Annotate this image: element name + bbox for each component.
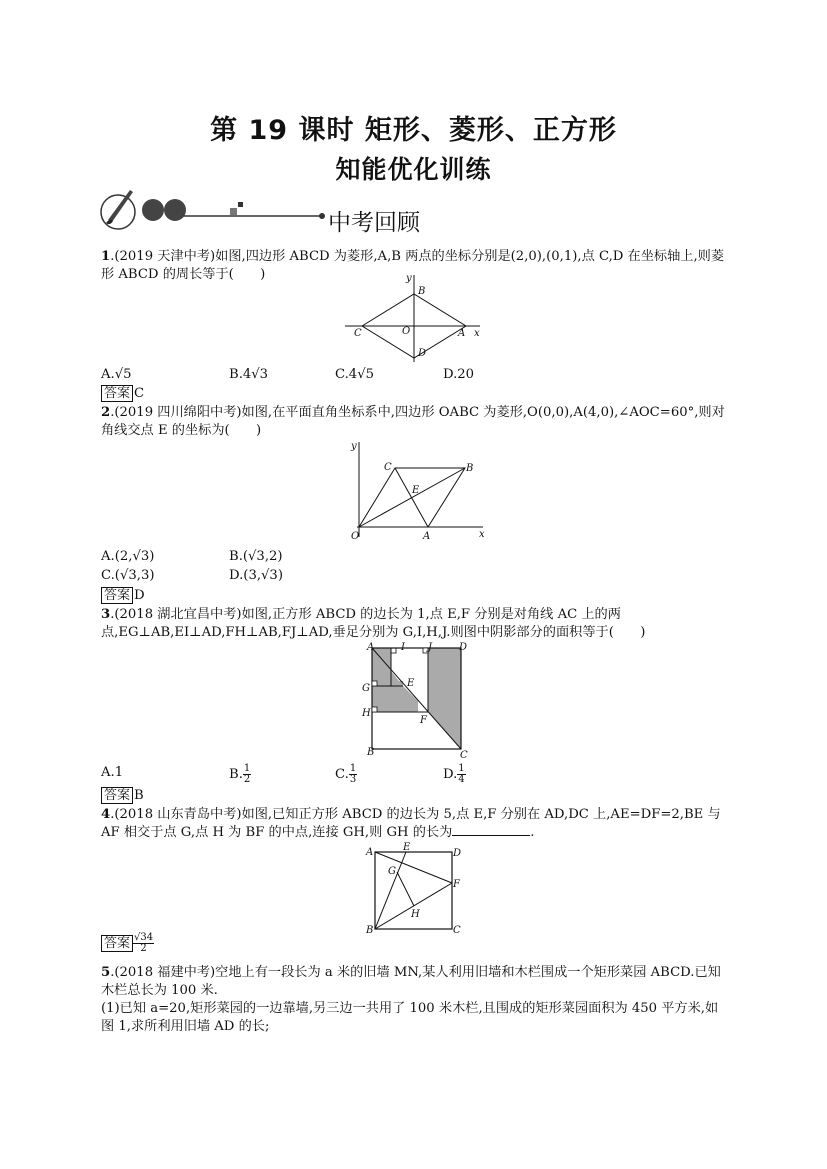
q4-figure [362, 841, 467, 936]
fig-label: B [366, 925, 374, 936]
q3-figure [358, 641, 473, 759]
fig-label: D [453, 848, 462, 859]
option-d: D.20 [443, 367, 475, 382]
option-d: D.(3,√3) [229, 568, 283, 583]
question-number: 3 [101, 607, 111, 622]
answer-blank [452, 835, 530, 836]
fig-label: y [406, 273, 412, 284]
question-text: .(2019 四川绵阳中考)如图,在平面直角坐标系中,四边形 OABC 为菱形,O(0,0),A(4,0),∠AOC=60°,则对角线交点 E 的坐标为( ) [101, 405, 725, 438]
q1-answer [101, 385, 144, 402]
page-subtitle: 知能优化训练 [335, 155, 492, 184]
fig-label: A [366, 847, 374, 858]
q4-answer [101, 933, 154, 954]
fig-label: y [351, 441, 357, 452]
option-b: B.(√3,2) [229, 549, 283, 564]
option-a: A.√5 [101, 367, 132, 382]
fraction: $\frac{1}{4}$ [458, 763, 465, 785]
question-text: .(2018 山东青岛中考)如图,已知正方形 ABCD 的边长为 5,点 E,F 分别在 AD,DC 上,AE=DF=2,BE 与 AF 相交于点 G,点 H 为 BF 的中点,连接 GH,则 GH 的长为 [101, 807, 721, 840]
fig-label: A [458, 328, 466, 339]
answer-label: 答案 [101, 587, 133, 604]
fig-label: C [354, 328, 362, 339]
question-number: 5 [101, 965, 111, 980]
fig-label: F [420, 715, 427, 726]
option-b: B.4√3 [229, 367, 269, 382]
fraction: $\frac{1}{3}$ [349, 763, 357, 785]
q1-figure [340, 270, 490, 366]
fig-label: A [367, 642, 375, 653]
question-part-1: (1)已知 a=20,矩形菜园的一边靠墙,另三边一共用了 100 米木栏,且围成的矩形菜园面积为 450 平方米,如图 1,求所利用旧墙 AD 的长; [101, 1001, 719, 1034]
fig-label: F [453, 879, 460, 890]
answer-value: D [134, 588, 145, 603]
q2-figure [345, 437, 490, 545]
answer-label: 答案 [101, 385, 133, 402]
fig-label: E [403, 842, 411, 853]
answer-label: 答案 [101, 787, 133, 804]
fig-label: O [351, 531, 360, 542]
fig-label: D [459, 642, 468, 653]
fig-label: G [388, 866, 396, 877]
question-number: 4 [101, 807, 111, 822]
fig-label: C [453, 925, 461, 936]
page-title: 第 19 课时 矩形、菱形、正方形 [210, 115, 617, 146]
fig-label: C [384, 462, 392, 473]
option-a: A.(2,√3) [101, 549, 155, 564]
fig-label: E [412, 485, 420, 496]
fig-label: B [367, 747, 375, 758]
fig-label: E [407, 678, 415, 689]
fraction: $\frac{1}{2}$ [243, 763, 251, 785]
fig-label: B [466, 463, 474, 474]
fig-label: J [428, 642, 433, 653]
fig-label: O [402, 326, 411, 337]
fig-label: G [362, 683, 370, 694]
fig-label: x [474, 328, 480, 339]
fig-label: C [460, 750, 468, 759]
question-number: 1 [101, 249, 111, 264]
option-d: D. $\frac{1}{4}$ [443, 763, 465, 785]
option-c: C.(√3,3) [101, 568, 155, 583]
fig-label: I [401, 642, 405, 653]
answer-value: $\frac{√34}{2}$ [134, 932, 154, 954]
fig-label: B [418, 286, 426, 297]
question-5 [101, 964, 726, 1036]
option-c: C.4√5 [335, 367, 374, 382]
section-title: 中考回顾 [328, 210, 420, 236]
question-4: 4.(2018 山东青岛中考)如图,已知正方形 ABCD 的边长为 5,点 E,F 分别在 AD,DC 上,AE=DF=2,BE 与 AF 相交于点 G,点 H 为 BF 的中点,连接 GH,则 GH 的长为 . [101, 807, 721, 840]
fig-label: H [411, 909, 420, 920]
option-b: B. $\frac{1}{2}$ [229, 763, 251, 785]
fig-label: x [479, 529, 485, 540]
question-number: 2 [101, 405, 111, 420]
q3-answer [101, 787, 144, 804]
answer-value: B [134, 788, 144, 803]
answer-label: 答案 [101, 935, 133, 952]
question-text: .(2018 福建中考)空地上有一段长为 a 米的旧墙 MN,某人利用旧墙和木栏围成一个矩形菜园 ABCD.已知木栏总长为 100 米. [101, 965, 721, 998]
question-text: .(2018 湖北宜昌中考)如图,正方形 ABCD 的边长为 1,点 E,F 分别是对角线 AC 上的两点,EG⊥AB,EI⊥AD,FH⊥AB,FJ⊥AD,垂足分别为 G,I,H,J.则图中阴影部分的面积等于( ) [101, 607, 646, 640]
fig-label: H [362, 708, 371, 719]
q2-answer [101, 587, 145, 604]
question-3 [101, 606, 726, 642]
fig-label: A [423, 531, 431, 542]
answer-value: C [134, 386, 145, 401]
question-2 [101, 404, 726, 440]
question-text: .(2019 天津中考)如图,四边形 ABCD 为菱形,A,B 两点的坐标分别是(2,0),(0,1),点 C,D 在坐标轴上,则菱形 ABCD 的周长等于( ) [101, 249, 725, 282]
option-c: C. $\frac{1}{3}$ [335, 763, 357, 785]
fig-label: D [418, 348, 427, 359]
option-a: A.1 [101, 765, 124, 780]
